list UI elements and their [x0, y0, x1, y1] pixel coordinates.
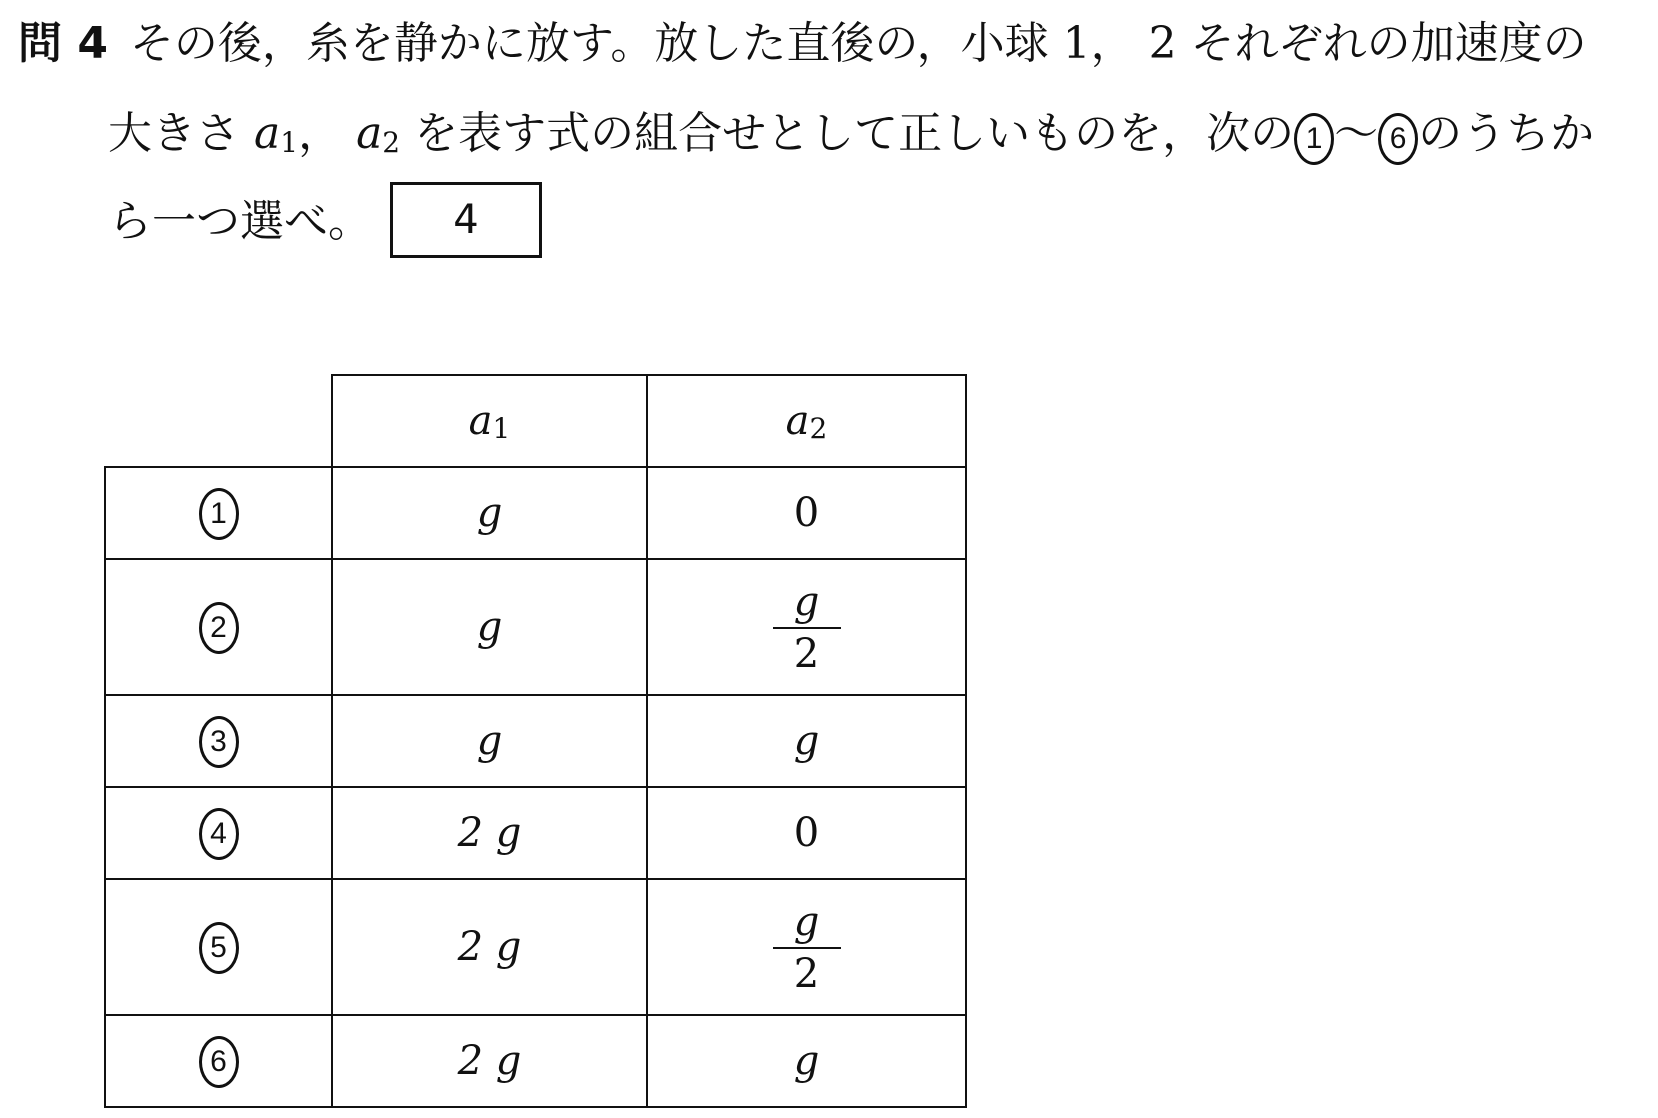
choice-number-cell	[105, 559, 332, 695]
table-header-row	[105, 375, 966, 467]
a1-cell: 2 g	[332, 1015, 647, 1107]
table-row[interactable]	[105, 467, 966, 559]
table-row[interactable]	[105, 559, 966, 695]
choice-marker[interactable]: 3	[199, 716, 239, 768]
fraction: $\frac{g}{2}$	[773, 901, 841, 995]
a2-cell	[647, 559, 966, 695]
header-a2: a2	[647, 375, 966, 467]
a2-cell: g	[647, 1015, 966, 1107]
range-tilde: 〜	[1334, 108, 1379, 159]
choice-marker[interactable]: 1	[199, 488, 239, 540]
choice-number-cell	[105, 695, 332, 787]
a1-cell: 2 g	[332, 787, 647, 879]
choice-number-cell	[105, 879, 332, 1015]
question-number: 問 4	[18, 18, 108, 69]
table-row[interactable]	[105, 1015, 966, 1107]
a2-cell	[647, 879, 966, 1015]
header-empty-cell	[105, 375, 332, 467]
answer-box[interactable]: 4	[390, 182, 542, 258]
question-text-2-prefix: 大きさ	[108, 108, 240, 159]
variable-a2: a2	[356, 108, 401, 159]
choice-marker[interactable]: 2	[199, 602, 239, 654]
question-text-1: その後，糸を静かに放す。放した直後の，小球 1， 2 それぞれの加速度の	[129, 18, 1587, 69]
choice-marker[interactable]: 5	[199, 922, 239, 974]
question-text-2-suffix: を表す式の組合せとして正しいものを，次の	[414, 108, 1295, 159]
separator: ，	[298, 108, 343, 159]
question-line-3	[108, 196, 372, 247]
question-line-2	[108, 108, 1595, 165]
a1-cell: g	[332, 695, 647, 787]
header-a1: a1	[332, 375, 647, 467]
choice-number-cell	[105, 1015, 332, 1107]
a1-cell: 2 g	[332, 879, 647, 1015]
question-text-3: ら一つ選べ。	[108, 196, 372, 247]
table-row[interactable]	[105, 879, 966, 1015]
a1-cell: g	[332, 559, 647, 695]
choices-table	[104, 374, 967, 1108]
question-line-1	[18, 18, 1587, 69]
a2-cell: 0	[647, 467, 966, 559]
table-row[interactable]	[105, 787, 966, 879]
question-block	[0, 0, 1658, 270]
a2-cell: g	[647, 695, 966, 787]
choice-number-cell	[105, 787, 332, 879]
a1-cell: g	[332, 467, 647, 559]
range-end-marker: 6	[1378, 113, 1418, 165]
choice-marker[interactable]: 6	[199, 1036, 239, 1088]
a2-cell: 0	[647, 787, 966, 879]
choice-number-cell	[105, 467, 332, 559]
choice-marker[interactable]: 4	[199, 808, 239, 860]
question-text-2-end: のうちか	[1418, 108, 1595, 159]
fraction: $\frac{g}{2}$	[773, 581, 841, 675]
table-row[interactable]	[105, 695, 966, 787]
variable-a1: a1	[254, 108, 299, 159]
range-start-marker: 1	[1294, 113, 1334, 165]
